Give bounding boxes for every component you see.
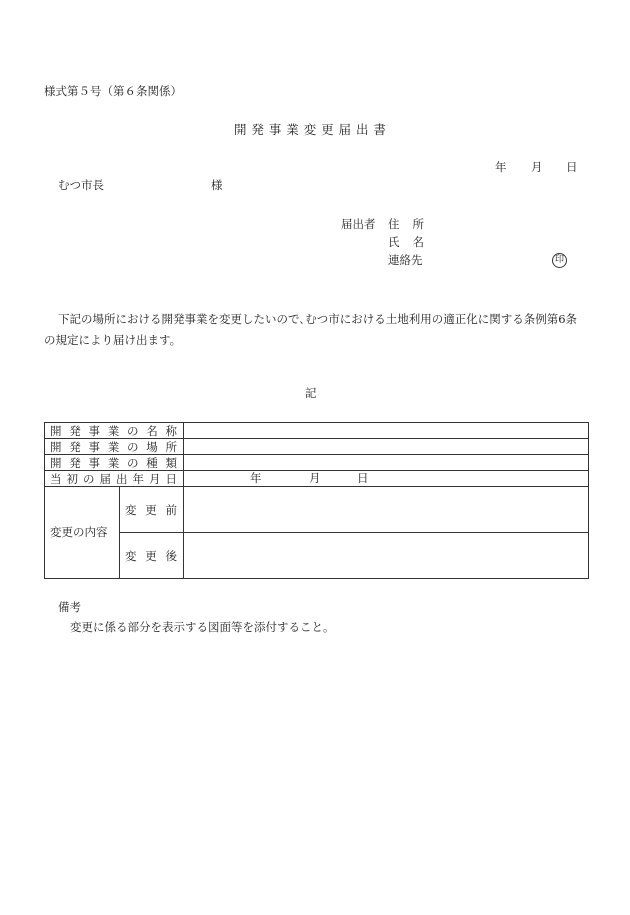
table-border-bottom xyxy=(44,578,589,579)
form-title xyxy=(234,124,386,137)
name-label-char: 氏 xyxy=(388,235,400,249)
seal-mark: 印 xyxy=(552,253,567,268)
after-change-label xyxy=(125,549,177,563)
address-label-char: 所 xyxy=(412,217,424,231)
label-char: 所 xyxy=(165,440,177,454)
table-row-line xyxy=(119,532,589,533)
title-char: 届 xyxy=(338,122,352,137)
table-border-left xyxy=(44,422,45,579)
honorific: 様 xyxy=(211,178,223,192)
title-char: 業 xyxy=(286,122,299,137)
label-char: 名 xyxy=(146,424,158,438)
title-char: 発 xyxy=(251,122,264,137)
title-char: 更 xyxy=(321,122,334,137)
label-char: 場 xyxy=(146,440,158,454)
label-char: 更 xyxy=(145,503,157,517)
body-text: 下記の場所における開発事業を変更したいので､むつ市における土地利用の適正化に関する条例第6条の規定により届け出ます。 xyxy=(44,312,578,347)
table-column-line xyxy=(119,486,120,579)
change-content-label: 変更の内容 xyxy=(50,525,108,539)
table-border-right xyxy=(588,422,589,579)
label-char: 届 xyxy=(99,472,111,486)
label-char: 業 xyxy=(107,440,120,454)
title-char: 書 xyxy=(373,122,386,137)
label-char: 当 xyxy=(50,472,62,486)
label-char: 日 xyxy=(165,472,177,486)
label-char: の xyxy=(127,440,139,454)
table-row-label xyxy=(50,456,177,470)
remarks-text: 変更に係る部分を表示する図面等を添付すること。 xyxy=(70,620,335,634)
address-label xyxy=(388,219,424,231)
label-char: 発 xyxy=(69,456,81,470)
label-char: 発 xyxy=(69,424,81,438)
title-char: 出 xyxy=(355,122,369,137)
table-row-line xyxy=(44,438,589,439)
remarks-heading: 備考 xyxy=(58,600,81,614)
label-char: 初 xyxy=(66,472,78,486)
original-date-month: 月 xyxy=(309,471,321,485)
label-char: 種 xyxy=(146,456,158,470)
table-row-line xyxy=(44,454,589,455)
label-char: 変 xyxy=(125,503,137,517)
address-label-char: 住 xyxy=(388,217,400,231)
form-number: 様式第５号（第６条関係） xyxy=(44,84,182,98)
original-date-year: 年 xyxy=(250,471,262,485)
ki-heading: 記 xyxy=(305,386,317,400)
label-char: 事 xyxy=(88,456,100,470)
label-char: 業 xyxy=(107,456,120,470)
label-char: の xyxy=(127,456,139,470)
label-char: 月 xyxy=(149,472,161,486)
label-char: の xyxy=(127,424,139,438)
contact-label: 連絡先 xyxy=(388,253,423,267)
original-date-day: 日 xyxy=(357,471,369,485)
addressee: むつ市長 xyxy=(58,178,104,192)
date-day-label: 日 xyxy=(566,160,578,174)
applicant-role-label: 届出者 xyxy=(341,217,376,231)
label-char: 前 xyxy=(165,503,177,517)
name-label-char: 名 xyxy=(412,235,424,249)
title-char: 変 xyxy=(303,122,317,137)
label-char: 変 xyxy=(125,549,137,563)
label-char: 後 xyxy=(165,549,177,563)
label-char: 発 xyxy=(69,440,81,454)
label-char: 業 xyxy=(107,424,120,438)
table-row-label xyxy=(50,440,177,454)
label-char: 更 xyxy=(145,549,157,563)
date-month-label: 月 xyxy=(531,160,543,174)
table-row-label xyxy=(50,472,177,486)
label-char: 称 xyxy=(165,424,177,438)
before-change-label xyxy=(125,503,177,517)
name-label xyxy=(388,237,424,249)
title-char: 開 xyxy=(234,122,247,137)
label-char: 出 xyxy=(116,472,128,486)
date-year-label: 年 xyxy=(495,160,507,174)
label-char: 開 xyxy=(50,440,62,454)
label-char: 事 xyxy=(88,424,100,438)
label-char: の xyxy=(83,472,95,486)
label-char: 年 xyxy=(132,472,144,486)
label-char: 事 xyxy=(88,440,100,454)
table-border-top xyxy=(44,422,589,423)
label-char: 開 xyxy=(50,456,62,470)
label-char: 開 xyxy=(50,424,62,438)
title-char: 事 xyxy=(268,122,282,137)
table-column-line xyxy=(183,422,184,579)
label-char: 類 xyxy=(165,456,177,470)
table-row-label xyxy=(50,424,177,438)
